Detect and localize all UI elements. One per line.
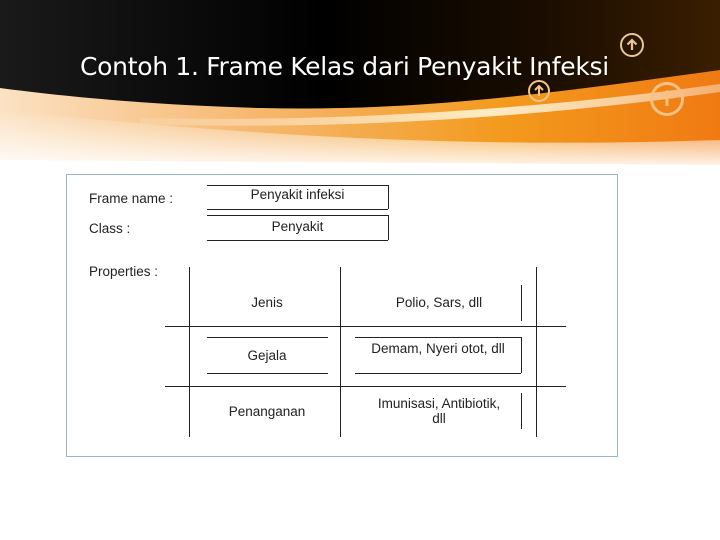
property-value: Imunisasi, Antibiotik, dll [377, 396, 501, 426]
property-value: Polio, Sars, dll [395, 295, 483, 310]
class-label: Class : [89, 221, 131, 236]
frame-name-value: Penyakit infeksi [250, 187, 345, 202]
frame-name-label: Frame name : [89, 191, 174, 206]
circled-up-arrow-icon [620, 33, 644, 57]
divider [355, 337, 521, 338]
class-value: Penyakit [271, 219, 324, 234]
property-name: Gejala [247, 348, 287, 363]
divider [165, 386, 566, 387]
property-name: Jenis [251, 295, 283, 310]
property-value: Demam, Nyeri otot, dll [371, 341, 505, 356]
slide-title: Contoh 1. Frame Kelas dari Penyakit Infeksi [80, 52, 609, 81]
divider [207, 185, 388, 186]
slide-header [0, 0, 720, 165]
divider [207, 373, 328, 374]
circled-up-arrow-icon [650, 82, 684, 116]
divider [340, 267, 341, 437]
divider [388, 215, 389, 240]
divider [207, 215, 388, 216]
divider [521, 337, 522, 373]
circled-up-arrow-icon [528, 80, 550, 102]
divider [189, 267, 190, 437]
divider [355, 373, 521, 374]
divider [536, 267, 537, 437]
property-name: Penanganan [228, 404, 306, 419]
divider [165, 326, 566, 327]
properties-label: Properties : [89, 264, 159, 279]
frame-diagram [66, 174, 618, 457]
header-background [0, 0, 720, 165]
divider [521, 393, 522, 429]
divider [388, 185, 389, 209]
divider [207, 209, 388, 210]
divider [207, 337, 328, 338]
divider [207, 240, 388, 241]
